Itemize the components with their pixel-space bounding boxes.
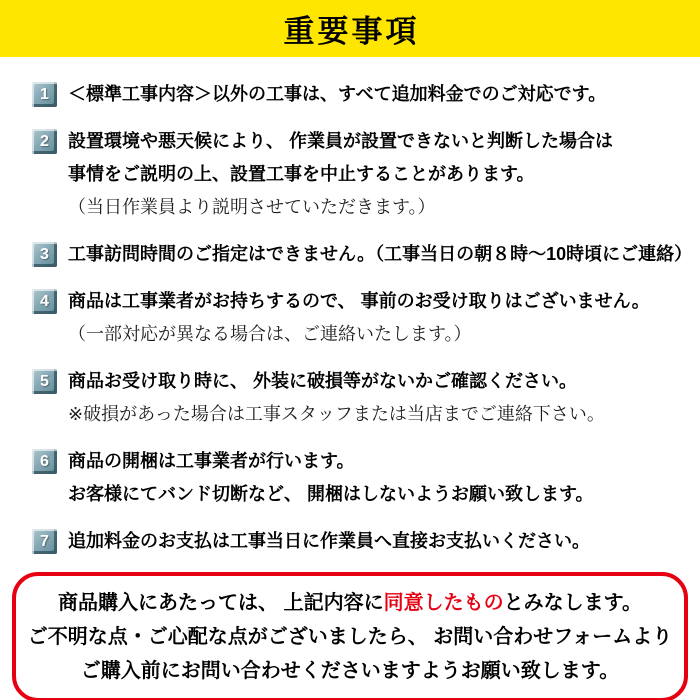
item-number-badge: 3: [32, 242, 57, 267]
notice-accent-text: 同意したもの: [383, 592, 504, 614]
notice-text: とみなします。: [503, 592, 642, 614]
item-text-lines: [68, 285, 686, 351]
list-item: [32, 445, 686, 511]
item-main-line: 商品は工事業者がお持ちするので、 事前のお受け取りはございません。: [68, 291, 650, 311]
item-main-line: ＜標準工事内容＞以外の工事は、すべて追加料金でのご対応です。: [68, 84, 607, 104]
item-main-line: 追加料金のお支払は工事当日に作業員へ直接お支払いください。: [68, 531, 590, 551]
item-sub-line: （一部対応が異なる場合は、ご連絡いたします。）: [68, 324, 472, 344]
list-item: [32, 238, 693, 271]
item-number-badge: 4: [32, 289, 57, 314]
list-item: [32, 125, 686, 224]
item-sub-line: ※破損があった場合は工事スタッフまたは当店までご連絡下さい。: [68, 404, 605, 424]
list-item: [32, 285, 686, 351]
item-text-lines: [68, 445, 686, 511]
page-title: 重要事項: [283, 14, 420, 49]
notice-line: [22, 620, 678, 654]
list-item: [32, 525, 686, 558]
notice-text: ご購入前にお問い合わせくださいますようお願い致します。: [80, 660, 620, 682]
item-text-lines: [68, 365, 686, 431]
notice-line: [22, 654, 678, 688]
item-main-line: 商品お受け取り時に、 外装に破損等がないかご確認ください。: [68, 371, 577, 391]
list-item: [32, 78, 686, 111]
item-text-lines: [68, 78, 686, 111]
item-text-lines: [68, 125, 686, 224]
item-number-badge: 2: [32, 129, 57, 154]
item-main-line: 設置環境や悪天候により、 作業員が設置できないと判断した場合は: [68, 131, 613, 151]
item-sub-line: （当日作業員より説明させていただきます。）: [68, 197, 436, 217]
list-item: [32, 365, 686, 431]
item-text-lines: [68, 238, 692, 271]
item-main-line: お客様にてバンド切断など、 開梱はしないようお願い致します。: [68, 484, 594, 504]
item-number-badge: 5: [32, 369, 57, 394]
important-notes-list: [0, 57, 700, 558]
item-number-badge: 1: [32, 82, 57, 107]
header-banner: [0, 0, 700, 57]
notice-box: [12, 572, 688, 700]
item-number-badge: 7: [32, 529, 57, 554]
notice-text: ご不明な点・ご心配な点がございましたら、 お問い合わせフォームより: [27, 626, 673, 648]
item-main-line: 工事訪問時間のご指定はできません。（工事当日の朝８時～10時頃にご連絡）: [68, 244, 693, 264]
item-number-badge: 6: [32, 449, 57, 474]
item-main-line: 事情をご説明の上、設置工事を中止することがあります。: [68, 164, 535, 184]
item-main-line: 商品の開梱は工事業者が行います。: [68, 451, 355, 471]
item-text-lines: [68, 525, 686, 558]
notice-text: 商品購入にあたっては、 上記内容に: [58, 592, 384, 614]
notice-line: [22, 586, 678, 620]
